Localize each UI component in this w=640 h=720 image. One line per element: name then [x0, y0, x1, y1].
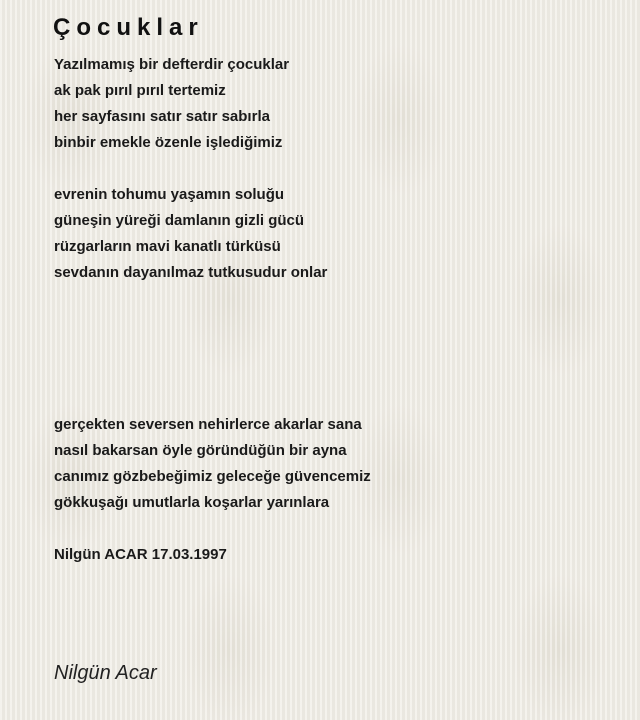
poem-line: binbir emekle özenle işlediğimiz	[54, 134, 283, 151]
poem-line: rüzgarların mavi kanatlı türküsü	[54, 238, 281, 255]
poem-line: evrenin tohumu yaşamın soluğu	[54, 186, 285, 203]
stanza-2	[54, 182, 327, 286]
poem-line: gerçekten seversen nehirlerce akarlar sana	[54, 416, 362, 433]
poem-line: ak pak pırıl pırıl tertemiz	[54, 82, 226, 99]
poem-line: gökkuşağı umutlarla koşarlar yarınlara	[54, 494, 330, 511]
author-name[interactable]: Nilgün Acar	[54, 662, 157, 684]
poem-title: Çocuklar	[53, 14, 204, 41]
poem-line: sevdanın dayanılmaz tutkusudur onlar	[54, 264, 328, 281]
poem-line: nasıl bakarsan öyle göründüğün bir ayna	[54, 442, 347, 459]
stanza-1	[54, 52, 289, 156]
stanza-3	[54, 412, 371, 516]
poem-line: Yazılmamış bir defterdir çocuklar	[54, 56, 290, 73]
poem-line: güneşin yüreği damlanın gizli gücü	[54, 212, 305, 229]
poem-line: canımız gözbebeğimiz geleceğe güvencemiz	[54, 468, 371, 485]
poem-signature-date: Nilgün ACAR 17.03.1997	[54, 546, 227, 563]
poem-line: her sayfasını satır satır sabırla	[54, 108, 270, 125]
